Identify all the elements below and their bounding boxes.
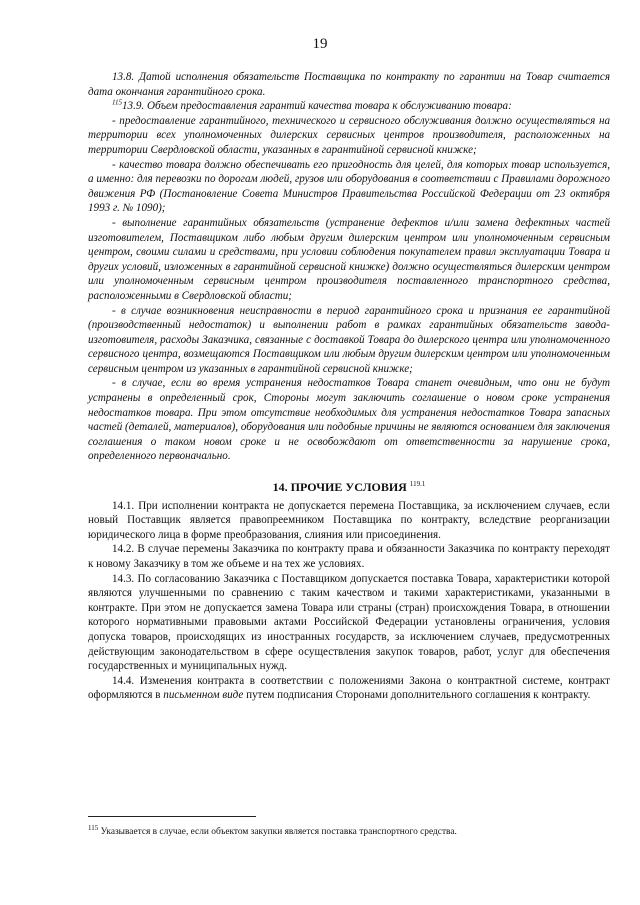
clause-14-4-italic: письменном виде	[163, 689, 244, 702]
warranty-item-defects: - в случае, если во время устранения недостатков Товара станет очевидным, что они не будут устранены в определенный срок, Стороны могут заключить соглашение о новом сроке устранения недостатков товара. При этом отсутствие необходимых для устранения недостатков Товара запасных частей (деталей, материалов), оборудования или подобные причины не являются основанием для заключения соглашения о таком новом сроке и не освобождают от ответственности за нарушение срока, определенного первоначально.	[88, 377, 610, 463]
footnote-ref-115: 115	[112, 98, 122, 107]
section-heading-ref: 119.1	[409, 480, 426, 489]
section-heading	[88, 480, 610, 495]
clause-14-2: 14.2. В случае перемены Заказчика по контракту права и обязанности Заказчика по контракту переходят к новому Заказчику в том же объеме и на тех же условиях.	[88, 543, 610, 570]
footnote-text: Указывается в случае, если объектом закупки является поставка транспортного средства.	[98, 827, 457, 837]
warranty-item-obligations: - выполнение гарантийных обязательств (устранение дефектов и/или замена дефектных частей изготовителем, Поставщиком либо любым другим дилерским центром или уполномоченным сервисным центром, своими силами и средствами, при условии соблюдения покупателем правил эксплуатации Товара и других условий, изложенных в гарантийной сервисной книжке) должно осуществляться дилерским центром или уполномоченным сервисным центром производителя поставленного транспортного средства, расположенными в Свердловской области;	[88, 216, 610, 302]
footnote	[88, 823, 610, 838]
clause-13-8: 13.8. Датой исполнения обязательств Поставщика по контракту по гарантии на Товар считается дата окончания гарантийного срока.	[88, 71, 610, 98]
clause-14-4-after: путем подписания Сторонами дополнительного соглашения к контракту.	[243, 689, 591, 702]
clause-14-1: 14.1. При исполнении контракта не допускается перемена Поставщика, за исключением случаев, если новый Поставщик является правопреемником Поставщика по контракту, вследствие реорганизации юридического лица в форме преобразования, слияния или присоединения.	[88, 499, 610, 541]
clause-14-4-before: 14.4. Изменения контракта в соответствии с положениями Закона о контрактной системе, контракт оформляются в	[88, 674, 610, 702]
warranty-item-service: - предоставление гарантийного, технического и сервисного обслуживания должно осуществляться на территории всех уполномоченных дилерских сервисных центров производителя, расположенных на территории Свердловской области, указанных в гарантийной сервисной книжке;	[88, 114, 610, 156]
warranty-item-quality: - качество товара должно обеспечивать его пригодность для целей, для которых товар используется, а именно: для перевозки по дорогам людей, грузов или оборудования в соответствии с Правилами дорожного движения РФ (Постановление Совета Министров Правительства Российской Федерации от 23 октября 1993 г. № 1090);	[88, 158, 610, 215]
footnote-number: 115	[88, 823, 99, 832]
clause-14-4	[88, 674, 610, 703]
page-number: 19	[312, 36, 328, 52]
document-body	[88, 70, 610, 703]
section-heading-text: 14. ПРОЧИЕ УСЛОВИЯ	[272, 480, 407, 495]
footnote-divider	[88, 816, 256, 817]
clause-13-9-text: 13.9. Объем предоставления гарантий качества товара к обслуживанию товара:	[121, 100, 512, 113]
clause-13-9	[88, 99, 610, 114]
clause-14-3: 14.3. По согласованию Заказчика с Поставщиком допускается поставка Товара, характеристики которой являются улучшенными по сравнению с таким качеством и такими характеристиками, указанными в контракте. При этом не допускается замена Товара или страны (стран) происхождения Товара, в отношении которого нормативными правовыми актами Российской Федерации установлены ограничения, условия допуска товаров, происходящих из иностранных государств, за исключением случаев, предусмотренных действующим законодательством в сфере осуществления закупок товаров, работ, услуг для обеспечения государственных и муниципальных нужд.	[88, 572, 610, 673]
warranty-item-malfunction: - в случае возникновения неисправности в период гарантийного срока и признания ее гарантийной (производственный недостаток) и выполнении работ в рамках гарантийных обязательств завода-изготовителя, расходы Заказчика, связанные с доставкой Товара до дилерского центра или уполномоченного сервисного центра, возмещаются Поставщиком или любым другим дилерским центром или уполномоченным сервисным центром из указанных в гарантийной сервисной книжке;	[88, 304, 610, 375]
